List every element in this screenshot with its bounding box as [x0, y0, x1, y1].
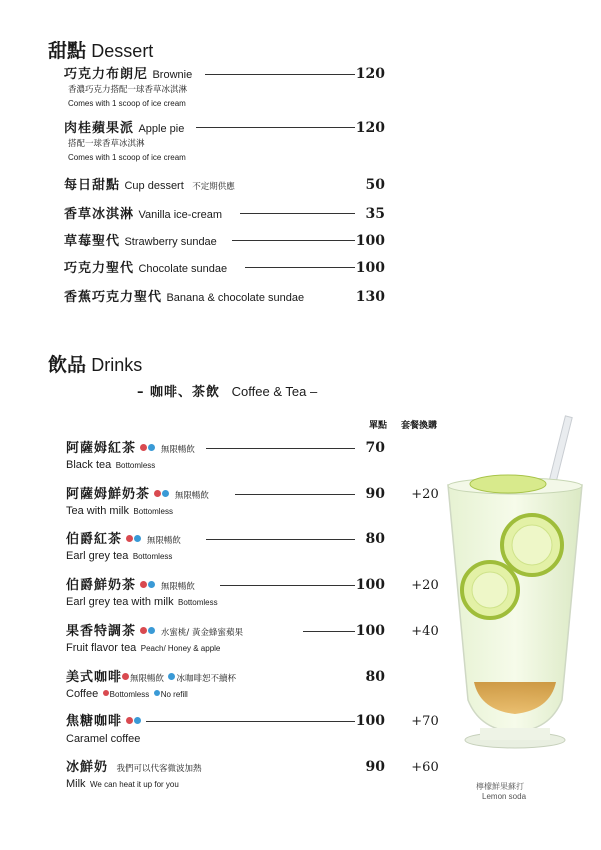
- price: 80: [365, 669, 385, 685]
- red-dot-icon: [154, 490, 161, 497]
- price: 90: [365, 759, 385, 775]
- combo-price: +60: [411, 760, 439, 775]
- dessert-item-banana-sundae: 香蕉巧克力聖代 Banana & chocolate sundae: [64, 290, 305, 305]
- blue-dot-icon: [168, 673, 175, 680]
- leader-line: [205, 74, 355, 75]
- drink-item-tea-with-milk: 阿薩姆鮮奶茶 無限暢飲: [66, 487, 209, 502]
- drinks-title: 飲品 Drinks: [48, 355, 143, 376]
- red-dot-icon: [140, 627, 147, 634]
- column-header-combo: 套餐換購: [401, 421, 438, 431]
- price: 100: [355, 260, 385, 276]
- red-dot-icon: [140, 444, 147, 451]
- blue-dot-icon: [148, 581, 155, 588]
- drink-item-en: Tea with milk Bottomless: [66, 505, 173, 517]
- blue-dot-icon: [148, 444, 155, 451]
- blue-dot-icon: [134, 535, 141, 542]
- drink-item-en: Earl grey tea with milk Bottomless: [66, 596, 218, 608]
- dessert-item-vanilla: 香草冰淇淋 Vanilla ice-cream: [64, 207, 223, 222]
- red-dot-icon: [122, 673, 129, 680]
- item-description: 香濃巧克力搭配一球香草冰淇淋: [68, 85, 188, 95]
- blue-dot-icon: [148, 627, 155, 634]
- drink-item-en: Earl grey tea Bottomless: [66, 550, 173, 562]
- price: 100: [355, 623, 385, 639]
- leader-line: [235, 494, 355, 495]
- price: 90: [365, 486, 385, 502]
- price: 50: [365, 177, 385, 193]
- leader-line: [240, 213, 355, 214]
- drink-item-coffee: 美式咖啡 無限暢飲 冰咖啡恕不續杯: [66, 670, 236, 685]
- price: 130: [355, 289, 385, 305]
- item-description-en: Comes with 1 scoop of ice cream: [68, 99, 186, 108]
- dessert-item-cup-dessert: 每日甜點 Cup dessert 不定期供應: [64, 178, 235, 193]
- dessert-title: 甜點 Dessert: [48, 41, 154, 62]
- combo-price: +70: [411, 714, 439, 729]
- drink-item-earl-grey-milk: 伯爵鮮奶茶 無限暢飲: [66, 578, 195, 593]
- red-dot-icon: [126, 535, 133, 542]
- item-description-en: Comes with 1 scoop of ice cream: [68, 153, 186, 162]
- leader-line: [196, 127, 355, 128]
- leader-line: [232, 240, 355, 241]
- dessert-item-strawberry-sundae: 草莓聖代 Strawberry sundae: [64, 234, 217, 249]
- dessert-item-brownie: 巧克力布朗尼 Brownie: [64, 67, 193, 82]
- drink-item-en: Fruit flavor tea Peach/ Honey & apple: [66, 642, 221, 654]
- drink-item-en: Coffee Bottomless No refill: [66, 688, 188, 700]
- leader-line: [146, 721, 355, 722]
- price: 120: [355, 66, 385, 82]
- drink-item-caramel-coffee: 焦糖咖啡: [66, 713, 142, 730]
- price: 100: [355, 577, 385, 593]
- leader-line: [245, 267, 355, 268]
- leader-line: [206, 448, 355, 449]
- dessert-item-chocolate-sundae: 巧克力聖代 Chocolate sundae: [64, 261, 228, 276]
- red-dot-icon: [140, 581, 147, 588]
- photo-caption-en: Lemon soda: [482, 792, 527, 801]
- drinks-subtitle: – 咖啡、茶飲 Coffee & Tea –: [137, 384, 318, 400]
- leader-line: [206, 539, 355, 540]
- blue-dot-icon: [154, 690, 160, 696]
- item-description: 搭配一球香草冰淇淋: [68, 139, 145, 149]
- drink-item-en: Black tea Bottomless: [66, 459, 156, 471]
- drink-item-fruit-tea: 果香特調茶 水蜜桃/ 黃金蜂蜜蘋果: [66, 624, 243, 639]
- price: 100: [355, 713, 385, 729]
- price: 70: [365, 440, 385, 456]
- photo-caption-zh: 檸檬鮮果蘇打: [476, 782, 524, 791]
- combo-price: +40: [411, 624, 439, 639]
- price: 120: [355, 120, 385, 136]
- drink-item-en: Milk We can heat it up for you: [66, 778, 179, 790]
- red-dot-icon: [126, 717, 133, 724]
- lemon-soda-photo: [440, 410, 590, 760]
- drink-item-milk: 冰鮮奶 我們可以代客微波加熱: [66, 760, 202, 775]
- leader-line: [220, 585, 355, 586]
- blue-dot-icon: [134, 717, 141, 724]
- combo-price: +20: [411, 578, 439, 593]
- price: 80: [365, 531, 385, 547]
- price: 35: [365, 206, 385, 222]
- dessert-item-apple-pie: 肉桂蘋果派 Apple pie: [64, 121, 185, 136]
- drink-item-earl-grey-tea: 伯爵紅茶 無限暢飲: [66, 532, 181, 547]
- red-dot-icon: [103, 690, 109, 696]
- column-header-single: 單點: [369, 421, 388, 431]
- combo-price: +20: [411, 487, 439, 502]
- drink-item-black-tea: 阿薩姆紅茶 無限暢飲: [66, 441, 195, 456]
- price: 100: [355, 233, 385, 249]
- blue-dot-icon: [162, 490, 169, 497]
- drink-item-en: Caramel coffee: [66, 733, 141, 745]
